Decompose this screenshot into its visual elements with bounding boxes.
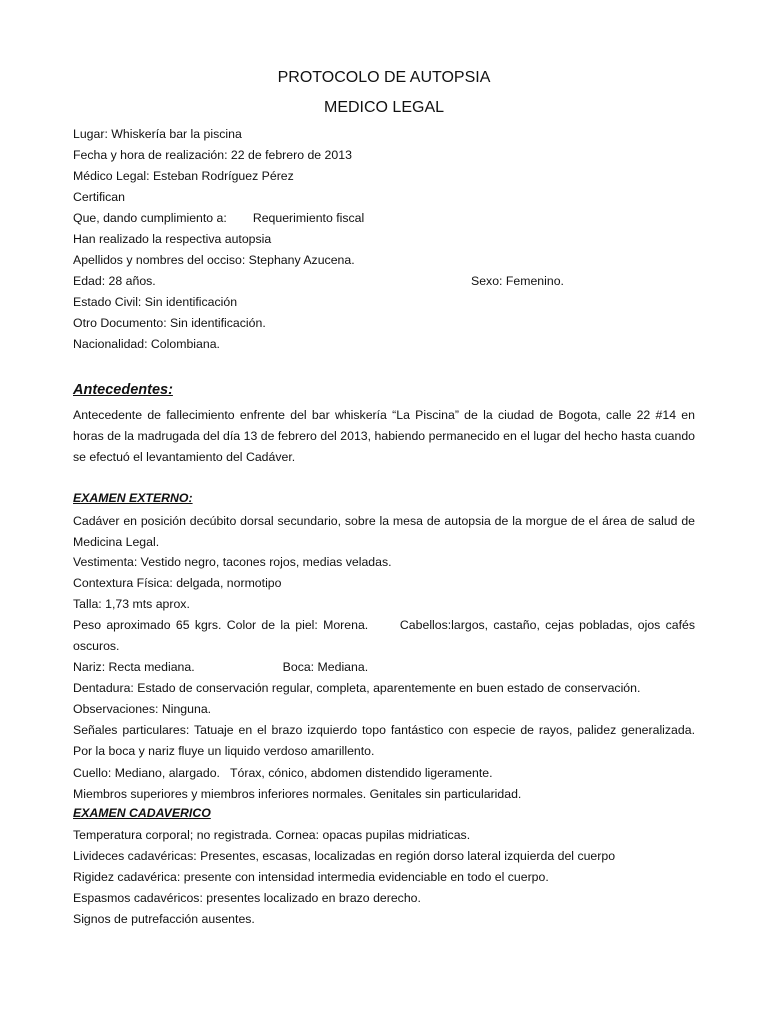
cumplimiento-value: Requerimiento fiscal — [252, 211, 365, 225]
contextura-line: Contextura Física: delgada, normotipo — [73, 576, 282, 590]
peso-cabellos-paragraph: Peso aproximado 65 kgrs. Color de la piel: Morena. Cabellos:largos, castaño, cejas pobladas, ojos cafés oscuros. — [73, 618, 699, 653]
observaciones-line: Observaciones: Ninguna. — [73, 702, 212, 716]
posicion-paragraph: Cadáver en posición decúbito dorsal secundario, sobre la mesa de autopsia de la morgue de el área de salud de Medicina Legal. — [73, 514, 695, 549]
certifican-line: Certifican — [73, 190, 125, 204]
document-title: PROTOCOLO DE AUTOPSIA — [277, 69, 491, 86]
livideces-line: Livideces cadavéricas: Presentes, escasas, localizadas en región dorso lateral izquierda del cuerpo — [73, 849, 616, 863]
rigidez-line: Rigidez cadavérica: presente con intensidad intermedia evidenciable en todo el cuerpo. — [73, 870, 549, 884]
sexo-line: Sexo: Femenino. — [471, 274, 564, 288]
cumplimiento-label: Que, dando cumplimiento a: — [73, 211, 227, 225]
examen-externo-heading: EXAMEN EXTERNO: — [73, 491, 193, 505]
examen-cadaverico-heading: EXAMEN CADAVERICO — [73, 806, 211, 820]
vestimenta-line: Vestimenta: Vestido negro, tacones rojos, medias veladas. — [73, 555, 392, 569]
espasmos-line: Espasmos cadavéricos: presentes localizado en brazo derecho. — [73, 891, 421, 905]
occiso-line: Apellidos y nombres del occiso: Stephany Azucena. — [73, 253, 355, 267]
edad-line: Edad: 28 años. — [73, 274, 156, 288]
boca-text: Boca: Mediana. — [282, 660, 369, 674]
lugar-line: Lugar: Whiskería bar la piscina — [73, 127, 242, 141]
cuello-line: Cuello: Mediano, alargado. Tórax, cónico, abdomen distendido ligeramente. — [73, 766, 493, 780]
nariz-boca-line — [73, 659, 368, 675]
autopsia-line: Han realizado la respectiva autopsia — [73, 232, 272, 246]
estado-civil-line: Estado Civil: Sin identificación — [73, 295, 238, 309]
putrefaccion-line: Signos de putrefacción ausentes. — [73, 912, 255, 926]
nacionalidad-line: Nacionalidad: Colombiana. — [73, 337, 220, 351]
dentadura-line: Dentadura: Estado de conservación regular, completa, aparentemente en buen estado de conservación. — [73, 681, 641, 695]
nariz-text: Nariz: Recta mediana. — [73, 660, 195, 674]
medico-line: Médico Legal: Esteban Rodríguez Pérez — [73, 169, 294, 183]
senales-paragraph: Señales particulares: Tatuaje en el brazo izquierdo topo fantástico con especie de rayos, palidez generalizada. Por la boca y nariz fluye un liquido verdoso amarillento. — [73, 723, 695, 758]
antecedentes-heading: Antecedentes: — [73, 382, 173, 398]
antecedentes-paragraph: Antecedente de fallecimiento enfrente del bar whiskería “La Piscina” de la ciudad de Bogota, calle 22 #14 en horas de la madrugada del día 13 de febrero del 2013, habiendo permanecido en el lugar del hecho hasta cuando se efectuó el levantamiento del Cadáver. — [73, 408, 695, 464]
cumplimiento-line — [73, 210, 364, 226]
talla-line: Talla: 1,73 mts aprox. — [73, 597, 190, 611]
document-subtitle: MEDICO LEGAL — [323, 99, 445, 116]
fecha-line: Fecha y hora de realización: 22 de febrero de 2013 — [73, 148, 352, 162]
temperatura-line: Temperatura corporal; no registrada. Cornea: opacas pupilas midriaticas. — [73, 828, 471, 842]
otro-documento-line: Otro Documento: Sin identificación. — [73, 316, 266, 330]
miembros-line: Miembros superiores y miembros inferiores normales. Genitales sin particularidad. — [73, 787, 522, 801]
